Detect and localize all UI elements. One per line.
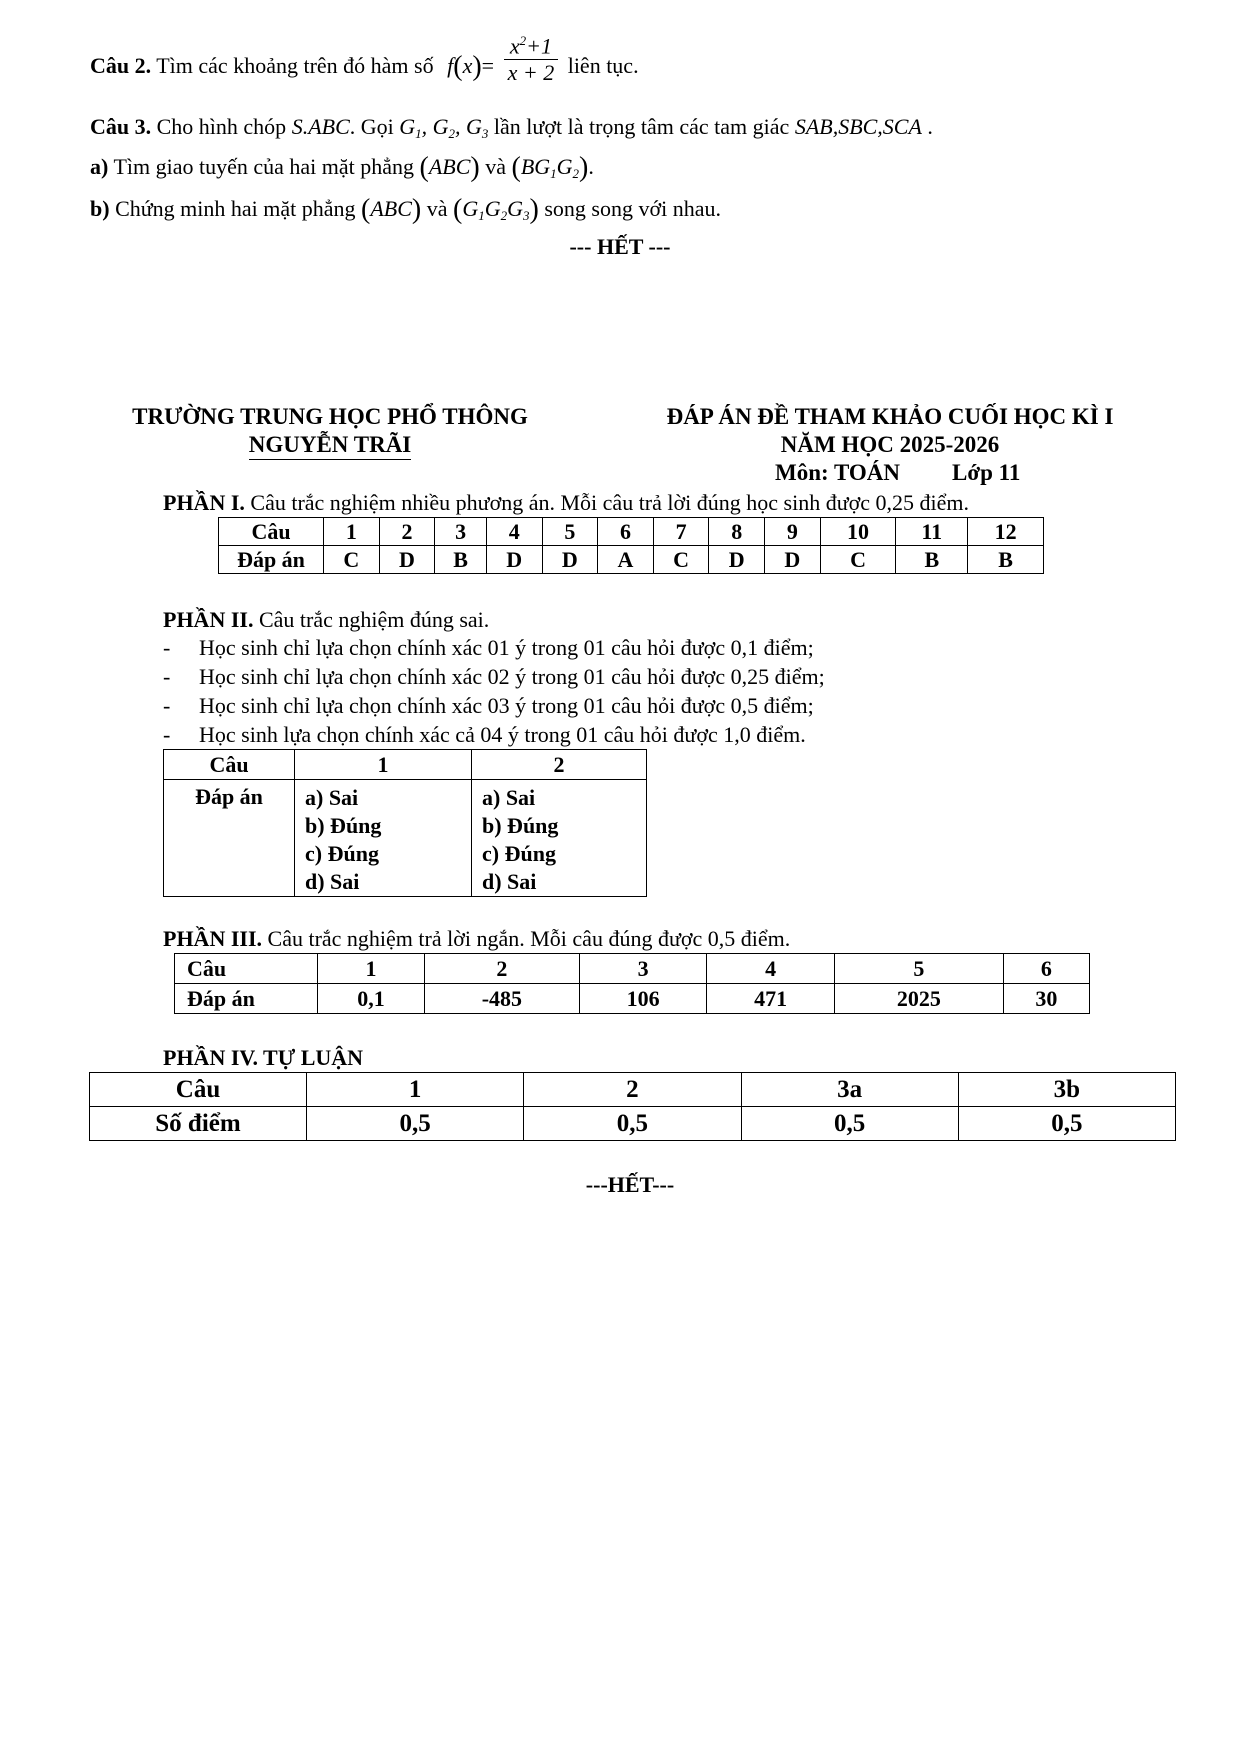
table-cell: B — [968, 546, 1044, 574]
table-cell: 9 — [765, 518, 821, 546]
subject: Môn: TOÁN — [775, 460, 901, 485]
equals-sign: = — [481, 53, 495, 79]
plane-g1g2g3: $G_1G_2G_3$ — [462, 196, 530, 223]
part-3-heading: PHẦN III. Câu trắc nghiệm trả lời ngắn. Mỗi câu đúng được 0,5 điểm. — [163, 926, 791, 951]
part-3-table — [174, 953, 1090, 1014]
question-3-label: Câu 3. — [90, 114, 152, 139]
table-cell: 1 — [307, 1073, 524, 1107]
question-2: Câu 2. Tìm các khoảng trên đó hàm số f(x)= $\frac{x^2+1}{x + 2}$ liên tục. — [90, 52, 639, 84]
table-cell: 8 — [709, 518, 765, 546]
table-cell: -485 — [424, 984, 579, 1014]
table-row: Câu 1 2 — [164, 750, 647, 780]
end-marker-1: --- HẾT --- — [569, 234, 671, 259]
table-cell: 4 — [707, 954, 835, 984]
list-item: - Học sinh lựa chọn chính xác cả 04 ý trong 01 câu hỏi được 1,0 điểm. — [163, 722, 806, 747]
table-cell: 6 — [598, 518, 654, 546]
table-cell: 0,5 — [307, 1107, 524, 1141]
denominator: x + 2 — [507, 60, 555, 86]
table-cell: 4 — [486, 518, 542, 546]
numerator-rest: +1 — [526, 33, 552, 59]
table-cell: 6 — [1003, 954, 1089, 984]
plane-abc-b: ABC — [370, 196, 412, 221]
table-cell: B — [435, 546, 487, 574]
table-cell: 3 — [579, 954, 707, 984]
table-cell: 5 — [834, 954, 1003, 984]
table-cell: 106 — [579, 984, 707, 1014]
question-3-text3: lần lượt là trọng tâm các tam giác — [493, 114, 790, 139]
part-2-table — [163, 749, 647, 897]
plane-bg1g2: $BG_1G_2$ — [520, 154, 580, 181]
function-var: x — [462, 53, 473, 79]
fraction — [504, 30, 559, 84]
table-cell: B — [896, 546, 968, 574]
table-cell: 5 — [542, 518, 598, 546]
pyramid-name: S.ABC — [291, 114, 350, 139]
question-2-label: Câu 2. — [90, 53, 152, 79]
part-a-label: a) — [90, 154, 109, 179]
table-cell: 471 — [707, 984, 835, 1014]
part-a-text: Tìm giao tuyến của hai mặt phẳng — [113, 154, 415, 179]
list-item: - Học sinh chỉ lựa chọn chính xác 02 ý trong 01 câu hỏi được 0,25 điểm; — [163, 664, 825, 689]
part-1-table — [218, 517, 1044, 574]
table-cell: 3b — [958, 1073, 1175, 1107]
list-item: - Học sinh chỉ lựa chọn chính xác 03 ý trong 01 câu hỏi được 0,5 điểm; — [163, 693, 814, 718]
table-cell: A — [598, 546, 654, 574]
table-cell: 2025 — [834, 984, 1003, 1014]
question-3-text1: Cho hình chóp — [156, 114, 287, 139]
table-cell: 11 — [896, 518, 968, 546]
table-row: Câu 1 2 3 4 5 6 7 8 9 10 11 12 — [219, 518, 1044, 546]
table-cell: C — [324, 546, 380, 574]
table-row: Câu 1 2 3a 3b — [90, 1073, 1176, 1107]
function-name: f — [447, 53, 454, 79]
question-3a: a) Tìm giao tuyến của hai mặt phẳng (ABC) và $(BG_1G_2)$. — [90, 152, 594, 183]
table-cell: D — [486, 546, 542, 574]
part-4-table — [89, 1072, 1176, 1141]
table-cell: 0,5 — [958, 1107, 1175, 1141]
school-name-line2: NGUYỄN TRÃI — [100, 432, 560, 458]
answer-col-1: a) Sai b) Đúng c) Đúng d) Sai — [295, 780, 472, 897]
table-cell: 1 — [318, 954, 425, 984]
table-cell: 1 — [324, 518, 380, 546]
question-3b: b) Chứng minh hai mặt phẳng (ABC) và $(G_1G_2G_3)$ song song với nhau. — [90, 194, 721, 225]
table-cell: D — [765, 546, 821, 574]
table-cell: 30 — [1003, 984, 1089, 1014]
table-cell: D — [542, 546, 598, 574]
answer-col-2: a) Sai b) Đúng c) Đúng d) Sai — [472, 780, 647, 897]
grade: Lớp 11 — [952, 460, 1021, 485]
table-cell: C — [820, 546, 896, 574]
table-cell: 0,5 — [741, 1107, 958, 1141]
part-4-heading: PHẦN IV. TỰ LUẬN — [163, 1045, 364, 1070]
table-row: Câu 1 2 3 4 5 6 — [175, 954, 1090, 984]
table-row: Số điểm 0,5 0,5 0,5 0,5 — [90, 1107, 1176, 1141]
question-2-tail: liên tục. — [567, 53, 639, 79]
table-cell: 0,5 — [524, 1107, 741, 1141]
triangles: SAB,SBC,SCA — [794, 114, 922, 139]
part-b-label: b) — [90, 196, 110, 221]
part-1-heading: PHẦN I. Câu trắc nghiệm nhiều phương án. Mỗi câu trả lời đúng học sinh được 0,25 điểm. — [163, 490, 969, 515]
table-cell: 0,1 — [318, 984, 425, 1014]
table-row: Đáp án a) Sai b) Đúng c) Đúng d) Sai a) Sai b) Đúng c) Đúng d) Sai — [164, 780, 647, 897]
school-name-line1: TRƯỜNG TRUNG HỌC PHỔ THÔNG — [132, 404, 528, 429]
table-cell: 3 — [435, 518, 487, 546]
part-b-tail: song song với nhau. — [544, 196, 721, 221]
list-item: - Học sinh chỉ lựa chọn chính xác 01 ý trong 01 câu hỏi được 0,1 điểm; — [163, 635, 814, 660]
table-cell: 2 — [424, 954, 579, 984]
table-row: Đáp án 0,1 -485 106 471 2025 30 — [175, 984, 1090, 1014]
table-cell: 3a — [741, 1073, 958, 1107]
part-b-text: Chứng minh hai mặt phẳng — [115, 196, 356, 221]
table-cell: 7 — [653, 518, 709, 546]
answer-title: ĐÁP ÁN ĐỀ THAM KHẢO CUỐI HỌC KÌ I — [666, 404, 1114, 429]
table-cell: D — [379, 546, 435, 574]
table-cell: 10 — [820, 518, 896, 546]
table-cell: 12 — [968, 518, 1044, 546]
plane-abc: ABC — [428, 154, 471, 179]
table-cell: 2 — [524, 1073, 741, 1107]
question-2-text: Tìm các khoảng trên đó hàm số — [156, 53, 434, 79]
part-2-heading: PHẦN II. Câu trắc nghiệm đúng sai. — [163, 607, 490, 632]
table-row: Đáp án C D B D D A C D D C B B — [219, 546, 1044, 574]
school-year: NĂM HỌC 2025-2026 — [780, 432, 1000, 457]
numerator-base: x — [509, 33, 520, 59]
question-3-text2: . Gọi — [349, 114, 394, 139]
numerator-exp: 2 — [519, 33, 527, 48]
centroids: $G_1$, $G_2$, $G_3$ — [399, 114, 489, 141]
table-cell: D — [709, 546, 765, 574]
table-cell: C — [653, 546, 709, 574]
end-marker-2: ---HẾT--- — [585, 1172, 675, 1197]
question-3: Câu 3. Cho hình chóp S.ABC. Gọi $G_1$, $G_2$, $G_3$ lần lượt là trọng tâm các tam giác SAB,SBC,SCA . — [90, 114, 933, 141]
table-cell: 2 — [379, 518, 435, 546]
